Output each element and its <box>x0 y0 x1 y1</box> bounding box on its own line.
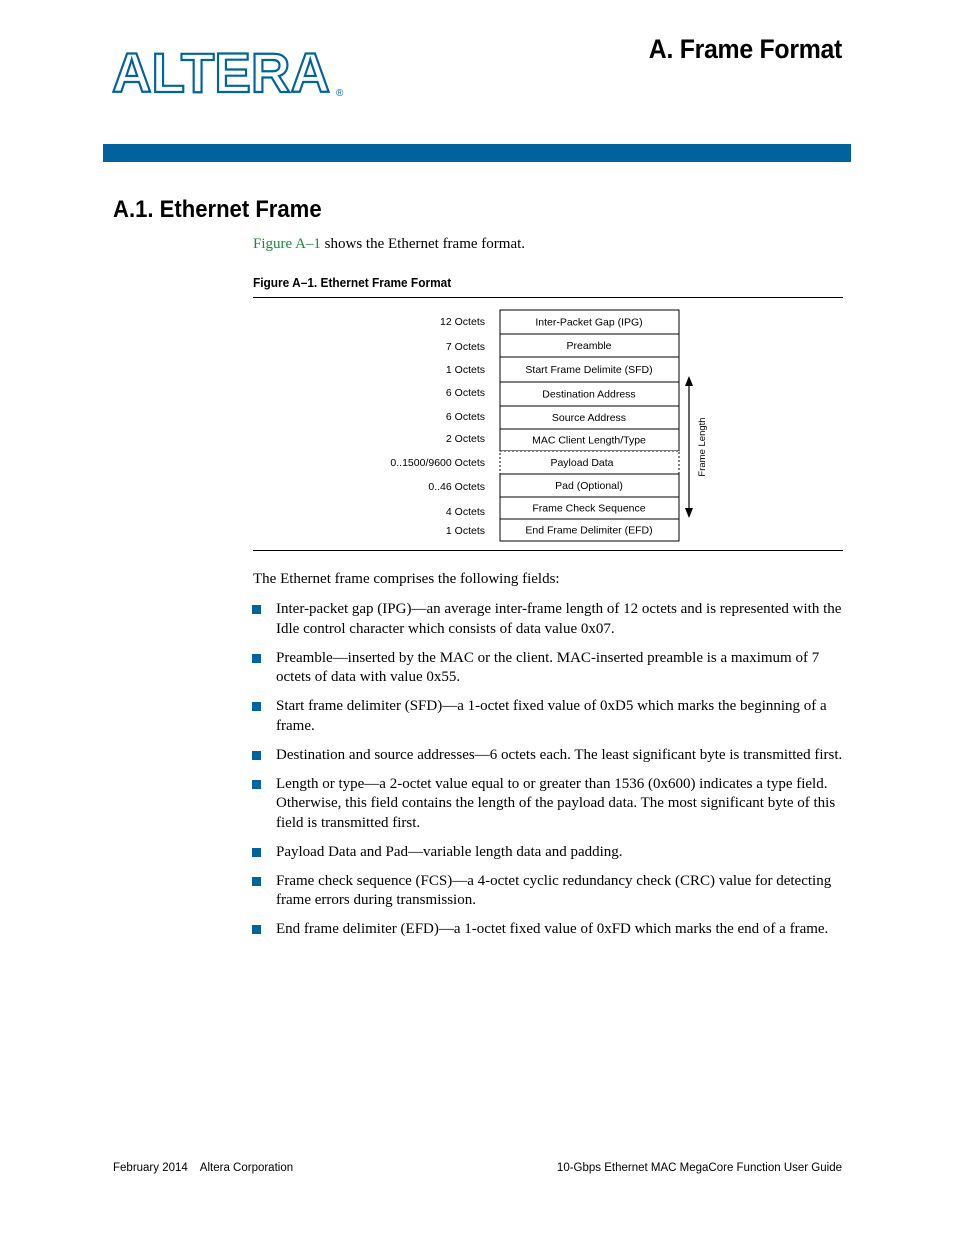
bullet-square-icon <box>252 925 261 934</box>
bullet-square-icon <box>252 654 261 663</box>
intro-text: shows the Ethernet frame format. <box>320 236 526 252</box>
frame-field-size: 6 Octets <box>445 411 485 423</box>
field-bullet-item <box>250 872 850 911</box>
bullet-square-icon <box>252 877 261 886</box>
frame-field-label: End Frame Delimiter (EFD) <box>525 524 653 537</box>
bullet-text: Start frame delimiter (SFD)—a 1-octet fixed value of 0xD5 which marks the beginning of a frame. <box>276 698 827 734</box>
logo-wordmark: ALTERA <box>112 44 330 100</box>
field-bullet-item <box>250 746 850 766</box>
frame-field-size: 2 Octets <box>445 433 485 445</box>
bullet-square-icon <box>252 780 261 789</box>
bullet-text: End frame delimiter (EFD)—a 1-octet fixed value of 0xFD which marks the end of a frame. <box>276 921 829 937</box>
fields-lead-text: The Ethernet frame comprises the following fields: <box>253 571 560 587</box>
figure-bottom-rule <box>253 550 843 551</box>
bullet-text: Payload Data and Pad—variable length data and padding. <box>276 843 623 860</box>
frame-field-size: 4 Octets <box>445 506 485 518</box>
field-bullet-item <box>250 600 850 639</box>
frame-field-label: Start Frame Delimite (SFD) <box>525 364 653 376</box>
footer-left <box>113 1162 293 1174</box>
footer-company: Altera Corporation <box>199 1162 294 1174</box>
frame-field-size: 1 Octets <box>445 525 485 537</box>
frame-field-size: 12 Octets <box>440 316 485 328</box>
registered-mark: ® <box>336 88 344 99</box>
field-bullet-item <box>250 775 850 834</box>
altera-logo <box>110 44 350 100</box>
bullet-square-icon <box>252 751 261 760</box>
figure-link[interactable]: Figure A–1 <box>253 236 321 252</box>
figure-top-rule <box>253 297 843 298</box>
footer-doc-title: 10-Gbps Ethernet MAC MegaCore Function User Guide <box>556 1162 842 1174</box>
frame-length-label: Frame Length <box>697 417 708 477</box>
bullet-square-icon <box>252 605 261 614</box>
frame-field-size: 0..1500/9600 Octets <box>390 457 485 469</box>
bullet-text: Length or type—a 2-octet value equal to or greater than 1536 (0x600) indicates a type field. Otherwise, this field contains the length of the payload data. The most significant byte of this field is transmitted first. <box>276 775 836 831</box>
bullet-text: Preamble—inserted by the MAC or the client. MAC-inserted preamble is a maximum of 7 octets of data with value 0x55. <box>276 649 820 685</box>
bullet-square-icon <box>252 702 261 711</box>
frame-field-label: Inter-Packet Gap (IPG) <box>535 316 643 329</box>
frame-field-label: Source Address <box>551 412 627 424</box>
chapter-title: A. Frame Format <box>648 34 842 64</box>
footer-date: February 2014 <box>113 1162 188 1174</box>
frame-field-label: Pad (Optional) <box>555 480 623 492</box>
bullet-text: Inter-packet gap (IPG)—an average inter-frame length of 12 octets and is represented with the Idle control character which consists of data value 0x07. <box>276 601 842 637</box>
field-bullet-item <box>250 649 850 688</box>
bullet-square-icon <box>252 848 261 857</box>
frame-field-size: 7 Octets <box>445 341 485 353</box>
frame-field-size: 1 Octets <box>445 364 485 376</box>
frame-length-arrow-down <box>685 508 693 518</box>
bullet-text: Destination and source addresses—6 octets each. The least significant byte is transmitted first. <box>276 746 843 763</box>
field-bullet-item <box>250 697 850 736</box>
chapter-banner-bar <box>103 144 851 162</box>
frame-field-label: MAC Client Length/Type <box>532 434 646 447</box>
frame-field-label: Payload Data <box>550 457 614 469</box>
intro-paragraph <box>253 236 525 253</box>
frame-length-arrow-up <box>685 376 693 386</box>
frame-field-label: Destination Address <box>542 388 636 401</box>
frame-field-size: 6 Octets <box>445 387 485 399</box>
field-bullet-item <box>250 843 850 863</box>
field-bullet-item <box>250 920 850 940</box>
bullet-text: Frame check sequence (FCS)—a 4-octet cyclic redundancy check (CRC) value for detecting frame errors during transmission. <box>276 872 832 908</box>
figure-caption: Figure A–1. Ethernet Frame Format <box>253 276 452 290</box>
frame-format-diagram <box>253 300 843 550</box>
frame-field-label: Preamble <box>566 340 612 352</box>
fields-list <box>250 600 850 949</box>
frame-field-label: Frame Check Sequence <box>532 502 646 515</box>
frame-field-size: 0..46 Octets <box>428 481 485 493</box>
section-title: A.1. Ethernet Frame <box>113 196 322 223</box>
